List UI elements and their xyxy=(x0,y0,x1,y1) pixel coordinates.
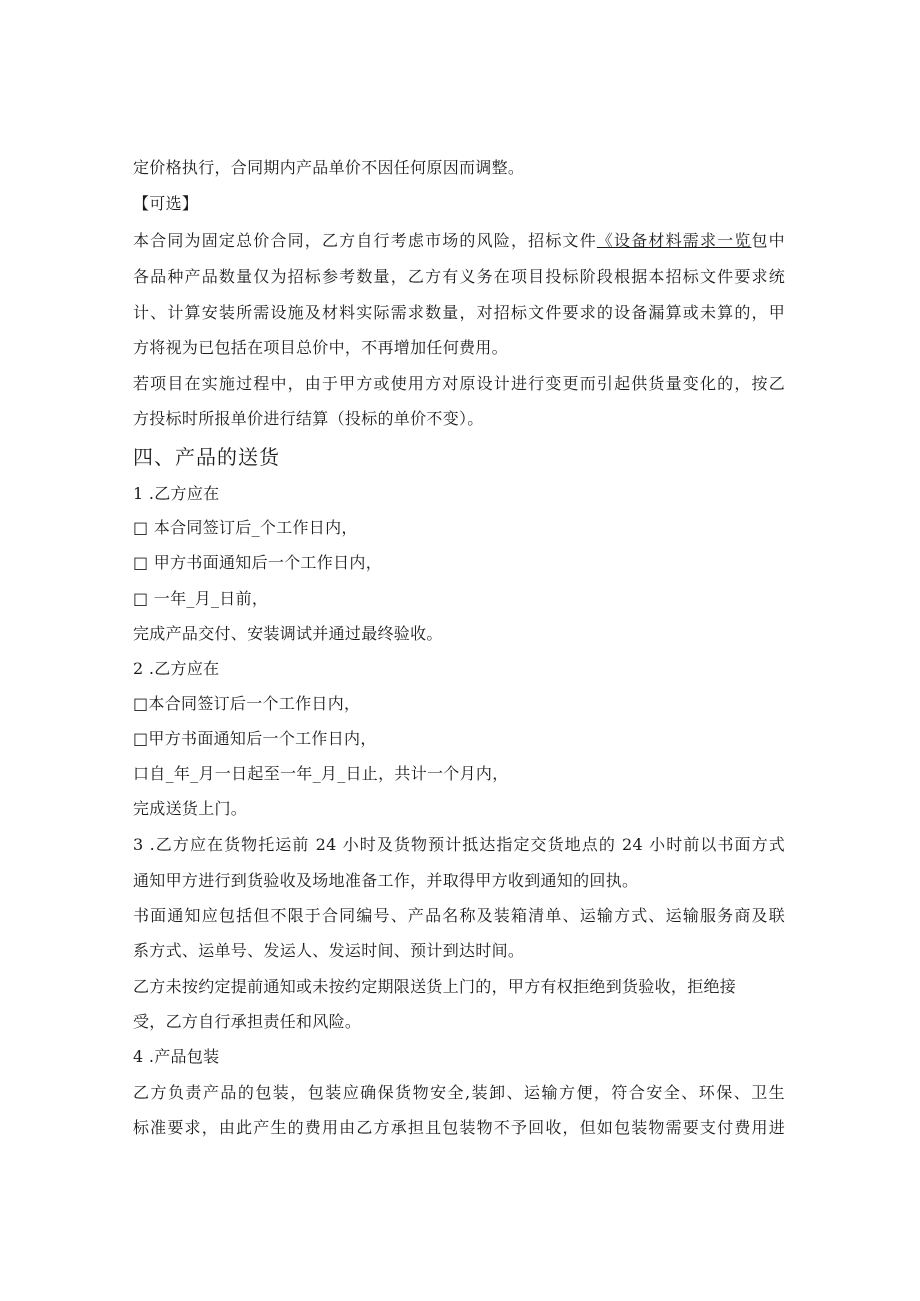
text-line: 标准要求，由此产生的费用由乙方承担且包装物不予回收，但如包装物需要支付费用进 xyxy=(133,1118,785,1137)
text-line: 系方式、运单号、发运人、发运时间、预计到达时间。 xyxy=(133,941,525,960)
text-line: 完成送货上门。 xyxy=(133,799,248,818)
optional-label: 【可选】 xyxy=(133,194,199,213)
section-heading: 四、产品的送货 xyxy=(133,445,280,469)
text-line: 各品种产品数量仅为招标参考数量，乙方有义务在项目投标阶段根据本招标文件要求统 xyxy=(133,267,785,286)
option-line: □ 一年_月_日前， xyxy=(133,589,269,608)
list-item-title: 3 .乙方应在货物托运前 24 小时及货物预计抵达指定交货地点的 24 小时前以书面方式 xyxy=(133,835,785,854)
option-line: 口自_年_月一日起至一年_月_日止，共计一个月内， xyxy=(133,764,509,783)
text-line: 本合同为固定总价合同，乙方自行考虑市场的风险，招标文件《设备材料需求一览包中 xyxy=(133,231,785,250)
list-item-title: 1 .乙方应在 xyxy=(133,484,220,503)
text-line: 方将视为已包括在项目总价中，不再增加任何费用。 xyxy=(133,338,508,357)
text-line: 若项目在实施过程中，由于甲方或使用方对原设计进行变更而引起供货量变化的，按乙 xyxy=(133,374,785,393)
option-line: □本合同签订后一个工作日内， xyxy=(133,694,361,713)
underlined-document-title: 《设备材料需求一览 xyxy=(596,231,752,250)
text-line: 定价格执行，合同期内产品单价不因任何原因而调整。 xyxy=(133,158,525,177)
text-line: 乙方负责产品的包装，包装应确保货物安全,装卸、运输方便，符合安全、环保、卫生 xyxy=(133,1083,785,1102)
text-line: 乙方未按约定提前通知或未按约定期限送货上门的，甲方有权拒绝到货验收，拒绝接 xyxy=(133,977,737,996)
list-item-title: 2 .乙方应在 xyxy=(133,659,220,678)
list-item-title: 4 .产品包装 xyxy=(133,1047,220,1066)
text-line: 受，乙方自行承担责任和风险。 xyxy=(133,1012,362,1031)
text-line: 方投标时所报单价进行结算（投标的单价不变）。 xyxy=(133,409,484,428)
text-line: 书面通知应包括但不限于合同编号、产品名称及装箱清单、运输方式、运输服务商及联 xyxy=(133,906,785,925)
option-line: □ 本合同签订后_个工作日内， xyxy=(133,518,358,537)
text-line: 完成产品交付、安装调试并通过最终验收。 xyxy=(133,624,443,643)
option-line: □甲方书面通知后一个工作日内， xyxy=(133,729,377,748)
option-line: □ 甲方书面通知后一个工作日内， xyxy=(133,553,383,572)
text-line: 通知甲方进行到货验收及场地准备工作，并取得甲方收到通知的回执。 xyxy=(133,871,639,890)
text-line: 计、计算安装所需设施及材料实际需求数量，对招标文件要求的设备漏算或未算的，甲 xyxy=(133,303,785,322)
